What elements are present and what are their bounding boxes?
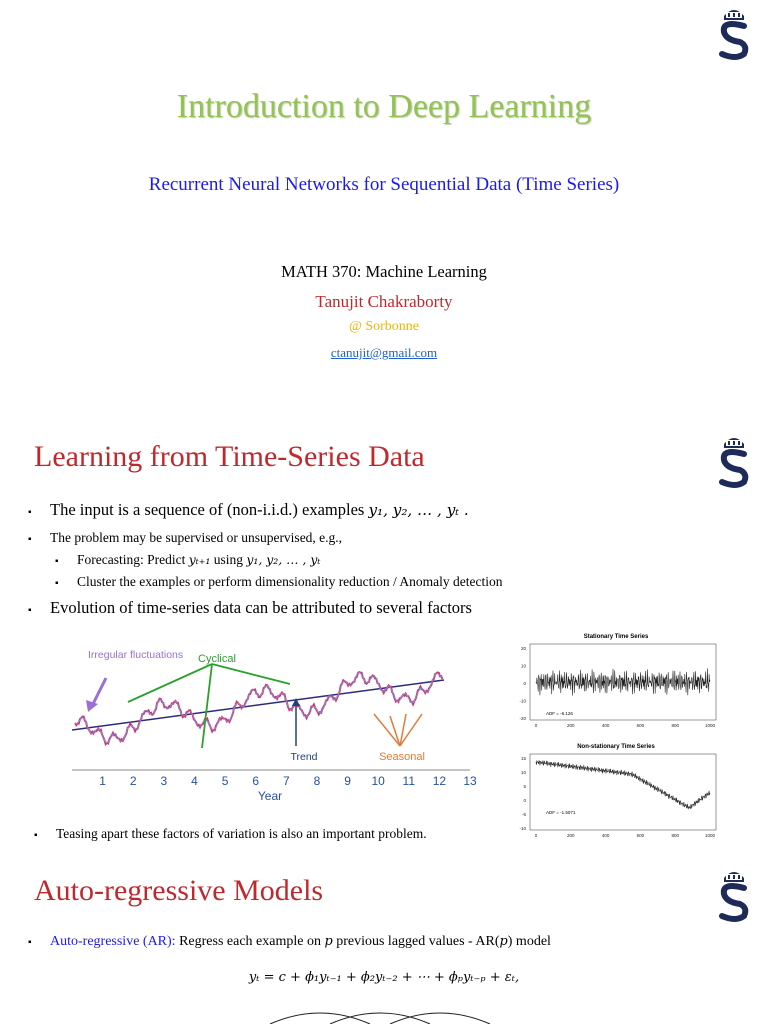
- x-tick-label: 11: [402, 774, 416, 788]
- slide-title: Learning from Time-Series Data: [34, 440, 425, 473]
- autoregressive-slide: [0, 858, 768, 1024]
- series-line: [536, 761, 710, 810]
- slide-subtitle: Recurrent Neural Networks for Sequential Data (Time Series): [148, 174, 620, 195]
- y-tick-label: 0: [523, 681, 526, 686]
- y-tick-label: 10: [520, 770, 526, 775]
- slide-title: Auto-regressive Models: [34, 874, 324, 907]
- x-tick-label: 200: [567, 723, 575, 728]
- y-tick-label: 15: [520, 756, 526, 761]
- cyclical-arrow: [202, 664, 212, 748]
- x-tick-label: 0: [534, 723, 538, 728]
- x-tick-label: 7: [282, 774, 290, 788]
- x-tick-label: 13: [463, 774, 477, 788]
- sorbonne-logo-icon: [714, 430, 754, 490]
- bullet-item: ▪ Evolution of time-series data can be attributed to several factors: [28, 598, 472, 617]
- y-tick-labels: [519, 756, 526, 831]
- x-tick-label: 10: [371, 774, 385, 788]
- x-tick-label: 5: [221, 774, 229, 788]
- x-tick-label: 4: [191, 774, 198, 788]
- adf-annotation: ADF = -1.5071: [546, 810, 576, 815]
- y-tick-label: 10: [520, 663, 526, 669]
- x-tick-labels: [535, 833, 716, 838]
- stationary-chart: [506, 630, 726, 740]
- nonstationary-chart: [506, 740, 726, 850]
- x-tick-label: 2: [129, 774, 137, 788]
- y-tick-label: -10: [519, 698, 526, 704]
- x-tick-label: 3: [160, 774, 168, 788]
- y-tick-label: 5: [523, 784, 526, 789]
- x-tick-label: 1000: [704, 723, 716, 728]
- y-tick-label: 20: [520, 646, 526, 651]
- sub-bullet-item: ▪ Forecasting: Predict yₜ₊₁ using y₁, y₂, … , yₜ: [55, 552, 321, 567]
- trend-label: Trend: [290, 751, 318, 763]
- irregular-arrowhead: [86, 700, 98, 712]
- bullet-item: ▪ Teasing apart these factors of variation is also an important problem.: [34, 826, 427, 841]
- x-tick-label: 800: [671, 723, 679, 728]
- x-tick-label: 600: [636, 723, 645, 728]
- x-tick-label: 1: [99, 774, 106, 788]
- observed-series: [75, 672, 442, 744]
- x-tick-label: 0: [534, 833, 538, 838]
- x-tick-label: 6: [252, 774, 260, 788]
- x-tick-label: 8: [313, 774, 321, 788]
- cyclical-arrow: [128, 664, 212, 702]
- bullet-item: ▪ Auto-regressive (AR): Regress each example on p previous lagged values - AR( p ) model: [28, 934, 551, 949]
- y-tick-label: 0: [523, 798, 526, 803]
- x-tick-label: 9: [344, 774, 351, 788]
- affiliation: @ Sorbonne: [348, 319, 420, 334]
- chart-title: Stationary Time Series: [583, 634, 649, 640]
- y-tick-label: -5: [521, 812, 526, 817]
- course-name: MATH 370: Machine Learning: [281, 262, 487, 281]
- author-name: Tanujit Chakraborty: [315, 292, 453, 311]
- x-tick-labels: [99, 774, 477, 788]
- sorbonne-logo-icon: [714, 864, 754, 924]
- x-tick-label: 400: [601, 723, 610, 728]
- cyclical-arrow: [212, 664, 290, 684]
- decomposition-chart: [60, 642, 480, 810]
- sub-bullet-item: ▪ Cluster the examples or perform dimensionality reduction / Anomaly detection: [55, 574, 503, 589]
- x-tick-label: 400: [601, 833, 610, 838]
- adf-annotation: ADF = -6.126: [546, 711, 573, 716]
- bullet-item: ▪ The input is a sequence of (non-i.i.d.) examples y₁, y₂, … , yₜ .: [28, 500, 469, 519]
- x-tick-label: 200: [567, 833, 575, 838]
- x-tick-label: 12: [432, 774, 447, 788]
- series-line: [536, 669, 710, 696]
- smoothed-series: [75, 672, 442, 742]
- bullet-item: ▪ The problem may be supervised or unsupervised, e.g.,: [28, 530, 343, 545]
- seasonal-label: Seasonal: [379, 751, 425, 763]
- ar-diagram-arcs: [260, 1008, 510, 1024]
- x-tick-label: 1000: [704, 833, 716, 838]
- y-tick-labels: [519, 646, 526, 721]
- chart-title: Non-stationary Time Series: [577, 744, 655, 750]
- seasonal-arrow: [390, 716, 400, 746]
- x-axis-label: Year: [257, 789, 283, 803]
- title-slide: [0, 0, 768, 415]
- y-tick-label: -20: [519, 716, 526, 721]
- time-series-slide: [0, 416, 768, 856]
- y-tick-label: -10: [519, 826, 526, 831]
- cyclical-label: Cyclical: [198, 653, 236, 665]
- email-link[interactable]: ctanujit@gmail.com: [330, 345, 438, 360]
- irregular-arrow: [92, 678, 106, 706]
- irregular-label: Irregular fluctuations: [88, 649, 184, 661]
- seasonal-arrow: [374, 714, 400, 746]
- x-tick-label: 600: [636, 833, 645, 838]
- slide-title: Introduction to Deep Learning: [176, 88, 592, 125]
- sorbonne-logo-icon: [714, 2, 754, 62]
- x-tick-label: 800: [671, 833, 679, 838]
- x-tick-labels: [535, 723, 716, 728]
- ar-formula: yₜ = c + ϕ₁yₜ₋₁ + ϕ₂yₜ₋₂ + ⋯ + ϕₚyₜ₋ₚ + εₜ,: [248, 970, 520, 985]
